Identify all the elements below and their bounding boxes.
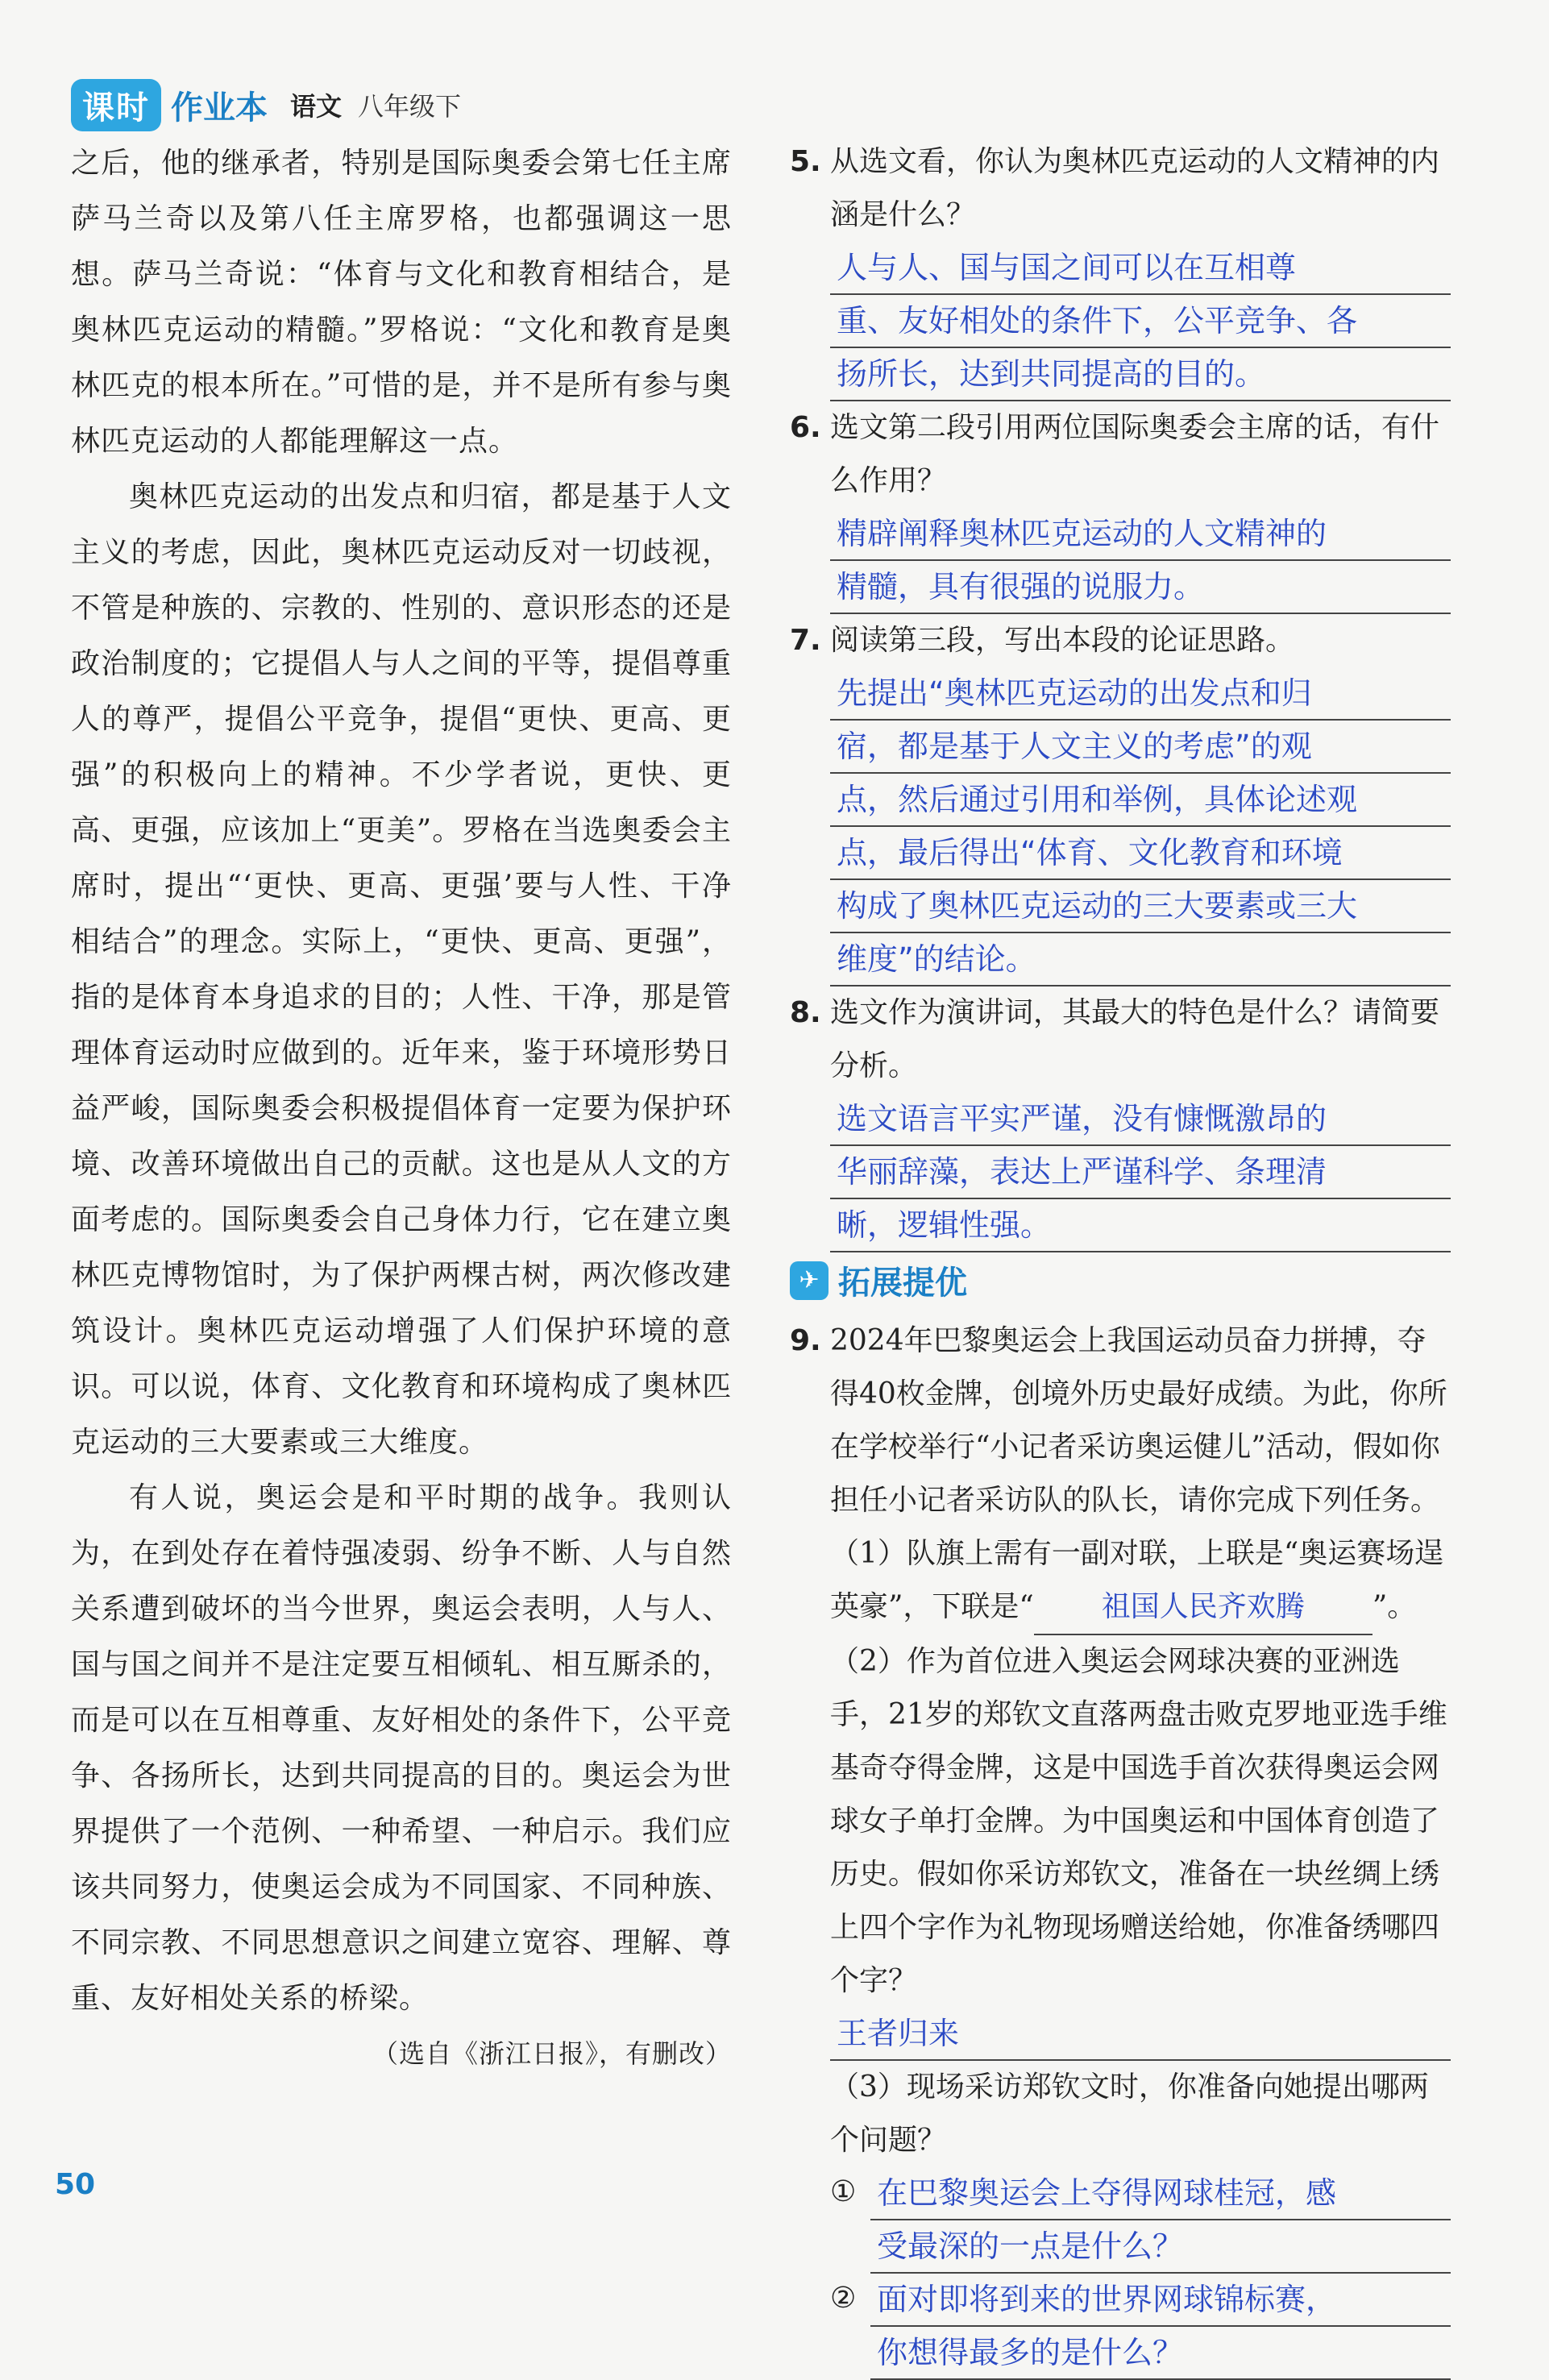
passage-paragraph: 奥林匹克运动的出发点和归宿，都是基于人文主义的考虑，因此，奥林匹克运动反对一切歧视，不管是种族的、宗教的、性别的、意识形态的还是政治制度的；它提倡人与人之间的平等，提倡尊重人的尊严，提倡公平竞争，提倡“更快、更高、更强”的积极向上的精神。不少学者说，更快、更高、更强，应该加上“更美”。罗格在当选奥委会主席时，提出“‘更快、更高、更强’要与人性、干净相结合”的理念。实际上，“更快、更高、更强”，指的是体育本身追求的目的；人性、干净，那是管理体育运动时应做到的。近年来，鉴于环境形势日益严峻，国际奥委会积极提倡体育一定要为保护环境、改善环境做出自己的贡献。这也是从人文的方面考虑的。国际奥委会自己身体力行，它在建立奥林匹克博物馆时，为了保护两棵古树，两次修改建筑设计。奥林匹克运动增强了人们保护环境的意识。可以说，体育、文化教育和环境构成了奥林匹克运动的三大要素或三大维度。 [71,480,732,1459]
section-title: 拓展提优 [838,1265,967,1302]
subquestion-3: （3）现场采访郑钦文时，你准备向她提出哪两个问题？ [830,2071,1429,2157]
subquestion-1 [830,1527,1451,1635]
answer-9-3-1 [870,2167,1451,2274]
answer-line: 维度”的结论。 [830,933,1451,986]
question-6 [790,401,1451,508]
answer-7 [830,667,1451,986]
grade-label: 八年级下 [358,91,462,122]
answer-line: 你想得最多的是什么？ [870,2327,1451,2380]
answer-6 [830,508,1451,614]
question-text: 从选文看，你认为奥林匹克运动的人文精神的内涵是什么？ [830,145,1440,231]
subquestion-text: （1）队旗上需有一副对联，上联是“奥运赛场逞英豪”，下联是“ [830,1537,1444,1623]
logo [71,79,268,131]
answer-line: 王者归来 [830,2008,1451,2061]
answer-line: 面对即将到来的世界网球锦标赛， [870,2274,1451,2327]
page-header [71,81,461,129]
answer-line: 点，然后通过引用和举例，具体论述观 [830,774,1451,827]
question-number: 6. [790,411,821,444]
answer-blank: 祖国人民齐欢腾 [1034,1580,1373,1635]
question-9 [790,1315,1451,1527]
question-item-2 [830,2274,1451,2380]
answer-line: 精髓，具有很强的说服力。 [830,561,1451,614]
answer-line: 构成了奥林匹克运动的三大要素或三大 [830,880,1451,933]
logo-mark: 课时 [71,79,161,131]
answer-line: 受最深的一点是什么？ [870,2220,1451,2274]
question-number: 8. [790,996,821,1029]
subquestion-2: （2）作为首位进入奥运会网球决赛的亚洲选手，21岁的郑钦文直落两盘击败克罗地亚选手维基奇夺得金牌，这是中国选手首次获得奥运会网球女子单打金牌。为中国奥运和中国体育创造了历史。假如你采访郑钦文，准备在一块丝绸上绣上四个字作为礼物现场赠送给她，你准备绣哪四个字？ [830,1645,1447,1997]
answer-line: 扬所长，达到共同提高的目的。 [830,348,1451,401]
subject-label: 语文 [290,91,343,122]
item-marker: ② [830,2282,857,2315]
answer-line: 重、友好相处的条件下，公平竞争、各 [830,295,1451,348]
questions-column [790,135,1451,2380]
answer-9-2 [830,2008,1451,2061]
section-header [790,1257,1451,1303]
book-title: 作业本 [171,89,268,127]
answer-line: 华丽辞藻，表达上严谨科学、条理清 [830,1146,1451,1199]
passage-paragraph: 之后，他的继承者，特别是国际奥委会第七任主席萨马兰奇以及第八任主席罗格，也都强调这一思想。萨马兰奇说：“体育与文化和教育相结合，是奥林匹克运动的精髓。”罗格说：“文化和教育是奥林匹克的根本所在。”可惜的是，并不是所有参与奥林匹克运动的人都能理解这一点。 [71,147,732,458]
question-8 [790,986,1451,1093]
question-number: 9. [790,1324,821,1357]
question-text: 选文第二段引用两位国际奥委会主席的话，有什么作用？ [830,411,1440,497]
item-marker: ① [830,2175,857,2208]
answer-line: 在巴黎奥运会上夺得网球桂冠，感 [870,2167,1451,2220]
question-text: 阅读第三段，写出本段的论证思路。 [830,624,1295,657]
answer-8 [830,1093,1451,1252]
answer-5 [830,242,1451,401]
question-number: 5. [790,145,821,178]
question-number: 7. [790,624,821,657]
question-5 [790,135,1451,242]
answer-line: 先提出“奥林匹克运动的出发点和归 [830,667,1451,721]
answer-line: 选文语言平实严谨，没有慷慨激昂的 [830,1093,1451,1146]
question-text: 2024年巴黎奥运会上我国运动员奋力拼搏，夺得40枚金牌，创境外历史最好成绩。为此，你所在学校举行“小记者采访奥运健儿”活动，假如你担任小记者采访队的队长，请你完成下列任务。 [830,1324,1447,1517]
reading-passage [71,135,732,2082]
passage-paragraph: 有人说，奥运会是和平时期的战争。我则认为，在到处存在着恃强凌弱、纷争不断、人与自然关系遭到破坏的当今世界，奥运会表明，人与人、国与国之间并不是注定要互相倾轧、相互厮杀的，而是可以在互相尊重、友好相处的条件下，公平竞争、各扬所长，达到共同提高的目的。奥运会为世界提供了一个范例、一种希望、一种启示。我们应该共同努力，使奥运会成为不同国家、不同种族、不同宗教、不同思想意识之间建立宽容、理解、尊重、友好相处关系的桥梁。 [71,1481,732,2015]
answer-line: 晰，逻辑性强。 [830,1199,1451,1252]
source-citation: （选自《浙江日报》，有删改） [372,2038,732,2069]
answer-line: 精辟阐释奥林匹克运动的人文精神的 [830,508,1451,561]
question-7 [790,614,1451,667]
answer-9-3-2 [870,2274,1451,2380]
question-item-1 [830,2167,1451,2274]
answer-line: 人与人、国与国之间可以在互相尊 [830,242,1451,295]
page-number: 50 [55,2168,96,2201]
rocket-icon: ✈ [790,1261,828,1300]
answer-line: 点，最后得出“体育、文化教育和环境 [830,827,1451,880]
question-text: 选文作为演讲词，其最大的特色是什么？请简要分析。 [830,996,1440,1082]
answer-line: 宿，都是基于人文主义的考虑”的观 [830,721,1451,774]
subquestion-text-end: ”。 [1372,1590,1417,1623]
